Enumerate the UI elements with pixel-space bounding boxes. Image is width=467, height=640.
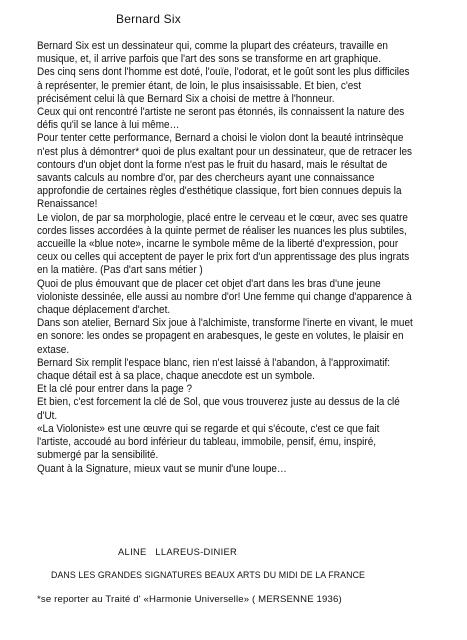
paragraph-9: Et la clé pour entrer dans la page ? bbox=[37, 383, 193, 396]
document-body bbox=[37, 40, 413, 476]
document-title: Bernard Six bbox=[116, 12, 181, 26]
paragraph-7: Dans son atelier, Bernard Six joue à l'alchimiste, transforme l'inerte en vivant, le muet en sonore: les ondes se propagent en arabesques, le geste en volutes, le plaisir en extase. bbox=[37, 317, 413, 356]
paragraph-6: Quoi de plus émouvant que de placer cet objet d'art dans les bras d'une jeune violoniste dessinée, elle aussi au nombre d'or! Une femme qui change d'apparence à chaque déplacement d'archet. bbox=[37, 277, 412, 317]
paragraph-2: Des cinq sens dont l'homme est doté, l'ouïe, l'odorat, et le goût sont les plus difficiles à représenter, le premier étant, de loin, le plus insaisissable. Et bien, c'est précisément celui là que Bernard Six a choisi de mettre à l'honneur. bbox=[37, 66, 410, 105]
publication-source: DANS LES GRANDES SIGNATURES BEAUX ARTS DU MIDI DE LA FRANCE bbox=[51, 570, 366, 580]
author-name: ALINE LLAREUS-DINIER bbox=[118, 546, 238, 557]
paragraph-1: Bernard Six est un dessinateur qui, comme la plupart des créateurs, travaille en musique, et, il arrive parfois que l'art des sons se transforme en art graphique. bbox=[37, 40, 388, 66]
paragraph-4: Pour tenter cette performance, Bernard a choisi le violon dont la beauté intrinsèque n'est plus à démontrer* quoi de plus exaltant pour un dessinateur, que de retracer les contours d'un objet dont la forme n'est pas le fruit du hasard, mais le résultat de savants calculs au nombre d'or, par des chercheurs ayant une connaissance approfondie de certaines règles d'esthétique classique, fort bien connues depuis la Renaissance! bbox=[37, 132, 413, 211]
paragraph-10: Et bien, c'est forcement la clé de Sol, que vous trouverez juste au dessus de la clé d'Ut. bbox=[37, 396, 400, 422]
paragraph-3: Ceux qui ont rencontré l'artiste ne seront pas étonnés, ils connaissent la nature des défis qu'il se lance à lui même… bbox=[37, 106, 405, 132]
paragraph-8: Bernard Six remplit l'espace blanc, rien n'est laissé à l'abandon, à l'approximatif: chaque détail est à sa place, chaque anecdote est un symbole. bbox=[37, 356, 391, 383]
paragraph-5: Le violon, de par sa morphologie, placé entre le cerveau et le cœur, avec ses quatre cordes lisses accordées à la quinte permet de réaliser les nuances les plus subtiles, accueille la «blue note», incarne le symbole même de la liberté d'expression, pour ceux ou celles qui acceptent de payer le prix fort d'un apprentissage des plus ingrats en la matière. (Pas d'art sans métier ) bbox=[37, 211, 410, 277]
footnote: *se reporter au Traité d' «Harmonie Universelle» ( MERSENNE 1936) bbox=[37, 594, 342, 605]
paragraph-11: «La Violoniste» est une œuvre qui se regarde et qui s'écoute, c'est ce que fait l'artiste, accoudé au bord inférieur du tableau, immobile, pensif, ému, inspiré, submergé par la sensibilité. bbox=[37, 422, 380, 462]
paragraph-12: Quant à la Signature, mieux vaut se munir d'une loupe… bbox=[37, 462, 287, 475]
